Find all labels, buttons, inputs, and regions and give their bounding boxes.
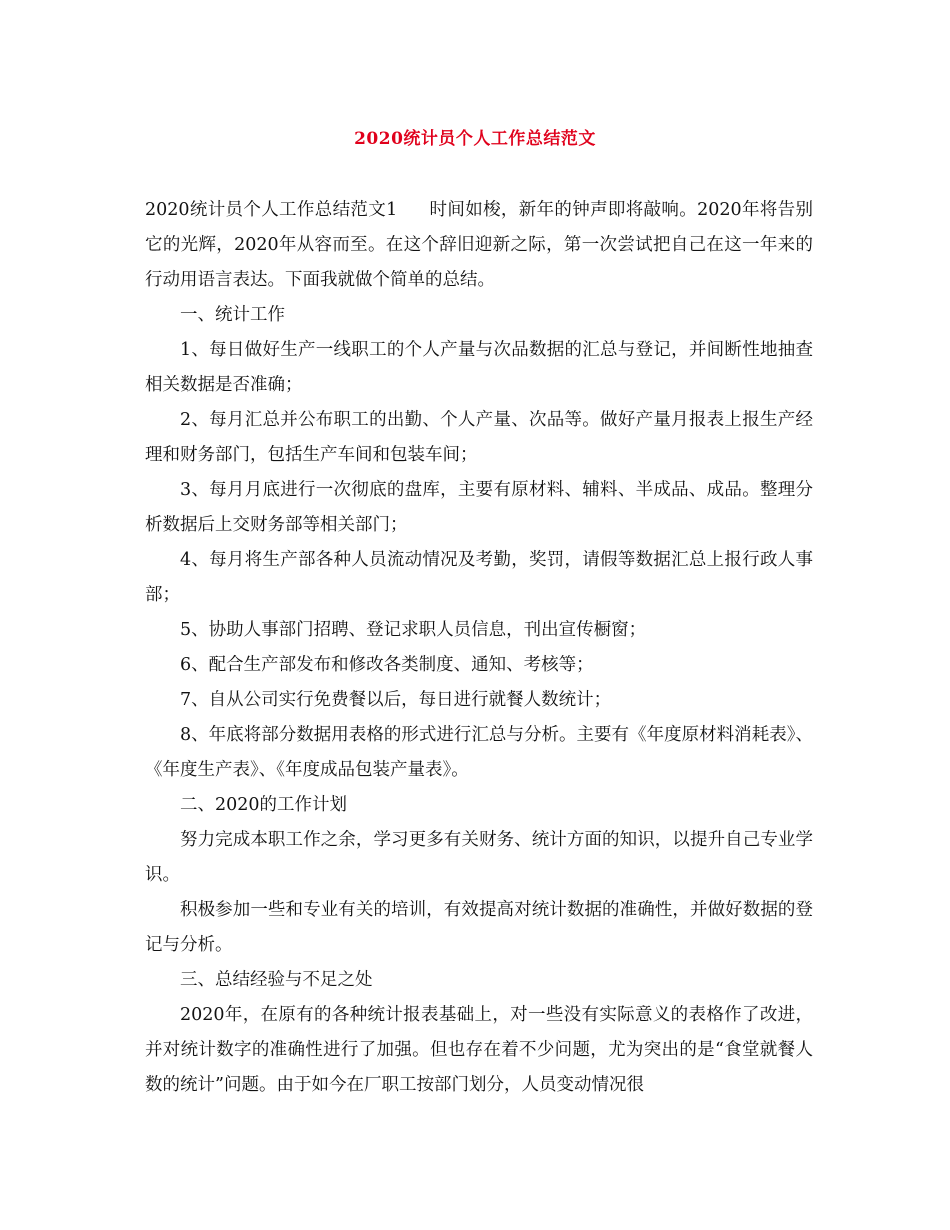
- list-item-6: 6、配合生产部发布和修改各类制度、通知、考核等；: [180, 655, 594, 675]
- list-item-5: 5、协助人事部门招聘、登记求职人员信息，刊出宣传橱窗；: [180, 620, 647, 640]
- summary-paragraph: 2020年，在原有的各种统计报表基础上，对一些没有实际意义的表格作了改进，并对统计数字的准确性进行了加强。但也存在着不少问题，尤为突出的是“食堂就餐人数的统计”问题。由于如今在厂职工按部门划分，人员变动情况很: [145, 1005, 813, 1095]
- list-item-7: 7、自从公司实行免费餐以后，每日进行就餐人数统计；: [180, 690, 612, 710]
- plan-paragraph-1: 努力完成本职工作之余，学习更多有关财务、统计方面的知识，以提升自己专业学识。: [145, 830, 813, 885]
- list-item-3: 3、每月月底进行一次彻底的盘库，主要有原材料、辅料、半成品、成品。整理分析数据后上交财务部等相关部门；: [145, 480, 813, 535]
- section-heading-statistics: 一、统计工作: [180, 305, 285, 325]
- intro-text: 时间如梭，新年的钟声即将敲响。2020年将告别它的光辉，2020年从容而至。在这个辞旧迎新之际，第一次尝试把自己在这一年来的行动用语言表达。下面我就做个简单的总结。: [145, 200, 813, 290]
- section-heading-plan: 二、2020的工作计划: [180, 795, 348, 815]
- intro-label: 2020统计员个人工作总结范文1: [145, 200, 398, 220]
- list-item-8: 8、年底将部分数据用表格的形式进行汇总与分析。主要有《年度原材料消耗表》、《年度生产表》、《年度成品包装产量表》。: [145, 725, 813, 780]
- section-heading-summary: 三、总结经验与不足之处: [180, 970, 373, 990]
- intro-paragraph: [145, 193, 813, 298]
- document-body: [145, 193, 813, 1103]
- list-item-2: 2、每月汇总并公布职工的出勤、个人产量、次品等。做好产量月报表上报生产经理和财务部门，包括生产车间和包装车间；: [145, 410, 813, 465]
- plan-paragraph-2: 积极参加一些和专业有关的培训，有效提高对统计数据的准确性，并做好数据的登记与分析。: [145, 900, 813, 955]
- document-title: 2020统计员个人工作总结范文: [354, 129, 596, 149]
- list-item-4: 4、每月将生产部各种人员流动情况及考勤，奖罚，请假等数据汇总上报行政人事部；: [145, 550, 813, 605]
- list-item-1: 1、每日做好生产一线职工的个人产量与次品数据的汇总与登记，并间断性地抽查相关数据是否准确；: [145, 340, 813, 395]
